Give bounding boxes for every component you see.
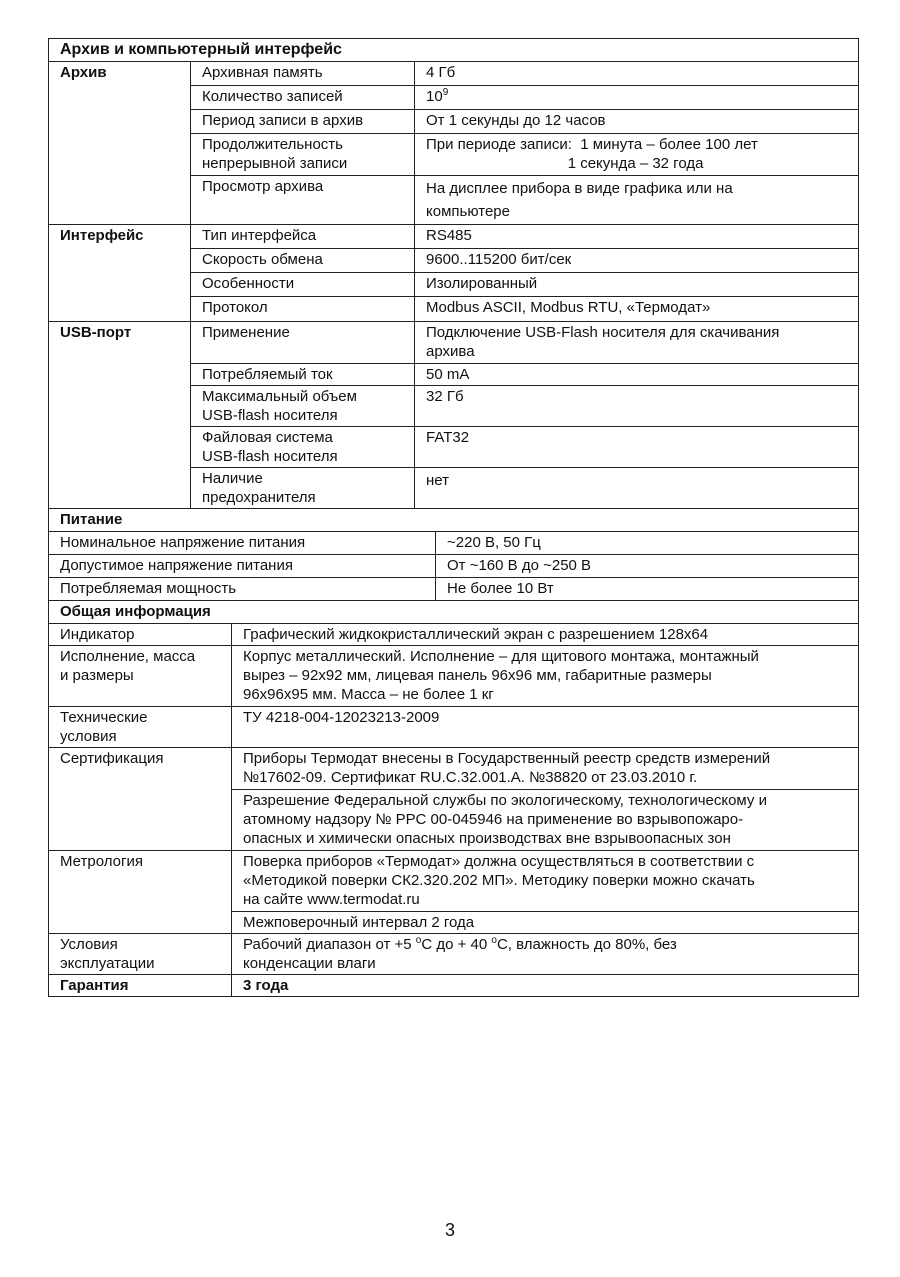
value-cell: От 1 секунды до 12 часов bbox=[415, 110, 859, 134]
value-cell: ~220 В, 50 Гц bbox=[436, 532, 859, 555]
table-row bbox=[49, 555, 859, 578]
spec-sheet bbox=[48, 38, 858, 997]
page-number: 3 bbox=[444, 1220, 455, 1240]
param-cell: Просмотр архива bbox=[191, 176, 415, 225]
value-cell: 3 года bbox=[232, 975, 859, 997]
value-text: С до + 40 bbox=[421, 936, 492, 953]
value-cell: На дисплее прибора в виде графика или на компьютере bbox=[415, 176, 859, 225]
value-cell: Изолированный bbox=[415, 273, 859, 297]
value-cell: При периоде записи: 1 минута – более 100 лет 1 секунда – 32 года bbox=[415, 134, 859, 176]
degree-sign: o bbox=[415, 935, 422, 946]
param-cell: Исполнение, масса и размеры bbox=[49, 646, 232, 707]
value-text: С, влажность до 80%, без конденсации влаги bbox=[243, 936, 677, 972]
param-cell: Условия эксплуатации bbox=[49, 934, 232, 975]
value-cell bbox=[415, 86, 859, 110]
param-cell: Период записи в архив bbox=[191, 110, 415, 134]
table-row bbox=[49, 975, 859, 997]
value-cell: 4 Гб bbox=[415, 62, 859, 86]
table-row bbox=[49, 646, 859, 707]
value-text: 10 bbox=[426, 88, 443, 105]
param-cell: Количество записей bbox=[191, 86, 415, 110]
specification-table bbox=[48, 38, 859, 997]
group-label-usb: USB-порт bbox=[49, 322, 191, 509]
param-cell: Применение bbox=[191, 322, 415, 364]
section-title: Питание bbox=[49, 509, 859, 532]
param-cell: Гарантия bbox=[49, 975, 232, 997]
value-cell bbox=[232, 934, 859, 975]
table-row bbox=[49, 707, 859, 748]
param-cell: Потребляемая мощность bbox=[49, 578, 436, 601]
section-title: Архив и компьютерный интерфейс bbox=[49, 39, 859, 62]
param-cell: Потребляемый ток bbox=[191, 364, 415, 386]
param-cell: Сертификация bbox=[49, 748, 232, 851]
param-cell: Номинальное напряжение питания bbox=[49, 532, 436, 555]
value-cell: Графический жидкокристаллический экран с разрешением 128х64 bbox=[232, 624, 859, 646]
param-cell: Файловая система USB-flash носителя bbox=[191, 427, 415, 468]
table-row bbox=[49, 62, 859, 86]
group-label-archive: Архив bbox=[49, 62, 191, 225]
param-cell: Технические условия bbox=[49, 707, 232, 748]
param-cell: Особенности bbox=[191, 273, 415, 297]
param-cell: Архивная память bbox=[191, 62, 415, 86]
param-cell: Скорость обмена bbox=[191, 249, 415, 273]
table-row bbox=[49, 851, 859, 912]
param-cell: Наличие предохранителя bbox=[191, 468, 415, 509]
group-label-interface: Интерфейс bbox=[49, 225, 191, 322]
value-cell: Не более 10 Вт bbox=[436, 578, 859, 601]
param-cell: Тип интерфейса bbox=[191, 225, 415, 249]
value-cell: Подключение USB-Flash носителя для скачивания архива bbox=[415, 322, 859, 364]
value-cell: Поверка приборов «Термодат» должна осуществляться в соответствии с «Методикой поверки СК2.320.202 МП». Методику поверки можно скачать на сайте www.termodat.ru bbox=[232, 851, 859, 912]
param-cell: Продолжительность непрерывной записи bbox=[191, 134, 415, 176]
table-row bbox=[49, 934, 859, 975]
value-cell: Разрешение Федеральной службы по экологическому, технологическому и атомному надзору № РРС 00-045946 на применение во взрывопожаро- опасных и химически опасных производствах вне взрывоопасных зон bbox=[232, 790, 859, 851]
value-cell: 32 Гб bbox=[415, 386, 859, 427]
value-cell: Приборы Термодат внесены в Государственный реестр средств измерений №17602-09. Сертификат RU.C.32.001.A. №38820 от 23.03.2010 г. bbox=[232, 748, 859, 790]
value-cell: 9600..115200 бит/сек bbox=[415, 249, 859, 273]
param-cell: Метрология bbox=[49, 851, 232, 934]
value-cell: нет bbox=[415, 468, 859, 509]
table-row bbox=[49, 748, 859, 790]
table-row bbox=[49, 578, 859, 601]
section-title: Общая информация bbox=[49, 601, 859, 624]
value-cell: Межповерочный интервал 2 года bbox=[232, 912, 859, 934]
value-cell: От ~160 В до ~250 В bbox=[436, 555, 859, 578]
param-cell: Протокол bbox=[191, 297, 415, 322]
exponent: 9 bbox=[442, 87, 449, 98]
param-cell: Допустимое напряжение питания bbox=[49, 555, 436, 578]
section-header-general bbox=[49, 601, 859, 624]
table-row bbox=[49, 532, 859, 555]
section-header-power bbox=[49, 509, 859, 532]
degree-sign: o bbox=[491, 935, 497, 946]
table-row bbox=[49, 322, 859, 364]
value-cell: Modbus ASCII, Modbus RTU, «Термодат» bbox=[415, 297, 859, 322]
value-cell: FAT32 bbox=[415, 427, 859, 468]
param-cell: Максимальный объем USB-flash носителя bbox=[191, 386, 415, 427]
section-header-archive bbox=[49, 39, 859, 62]
value-cell: ТУ 4218-004-12023213-2009 bbox=[232, 707, 859, 748]
value-cell: 50 mA bbox=[415, 364, 859, 386]
param-cell: Индикатор bbox=[49, 624, 232, 646]
value-text: Рабочий диапазон от +5 bbox=[243, 936, 416, 953]
table-row bbox=[49, 624, 859, 646]
value-cell: RS485 bbox=[415, 225, 859, 249]
table-row bbox=[49, 225, 859, 249]
value-cell: Корпус металлический. Исполнение – для щитового монтажа, монтажный вырез – 92х92 мм, лицевая панель 96х96 мм, габаритные размеры 96х96х95 мм. Масса – не более 1 кг bbox=[232, 646, 859, 707]
